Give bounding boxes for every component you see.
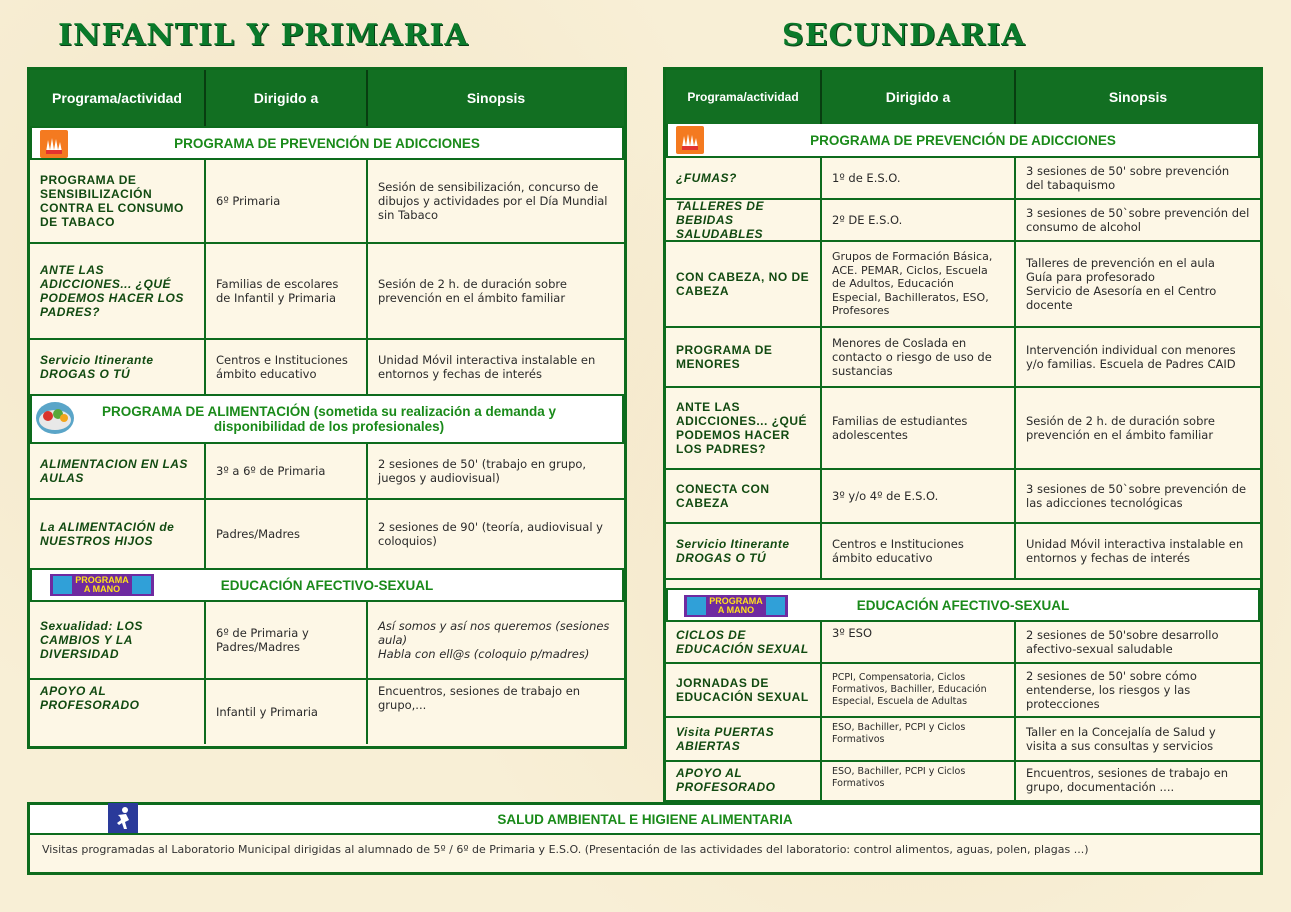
prog-cell: ANTE LAS ADICCIONES... ¿QUÉ PODEMOS HACER LOS PADRES?	[666, 388, 822, 468]
dirigido-cell: 3º ESO	[822, 622, 1016, 662]
hand-icon	[766, 597, 785, 615]
sinopsis-cell: Sesión de sensibilización, concurso de dibujos y actividades por el Día Mundial sin Tabaco	[378, 180, 608, 222]
bottom-description: Visitas programadas al Laboratorio Municipal dirigidas al alumnado de 5º / 6º de Primaria y E.S.O. (Presentación de las actividades del laboratorio: control alimentos, aguas, polen, plagas ...)	[42, 843, 1089, 856]
dirigido-cell: Centros e Instituciones ámbito educativo	[822, 524, 1016, 578]
bottom-section	[30, 805, 1260, 835]
table-row	[666, 388, 1260, 470]
sinopsis-cell: Unidad Móvil interactiva instalable en entornos y fechas de interés	[378, 353, 596, 381]
hand-icon	[132, 576, 151, 594]
left-title: INFANTIL Y PRIMARIA	[58, 18, 469, 53]
prog-cell: PROGRAMA DE SENSIBILIZACIÓN CONTRA EL CONSUMO DE TABACO	[30, 160, 206, 242]
prog-cell: APOYO AL PROFESORADO	[666, 762, 822, 802]
table-row	[666, 158, 1260, 200]
table-row	[30, 340, 624, 396]
prog-cell: PROGRAMA DE MENORES	[666, 328, 822, 386]
table-row	[30, 500, 624, 570]
table-row	[30, 444, 624, 500]
dirigido-cell: Familias de estudiantes adolescentes	[822, 388, 1016, 468]
hands-icon	[676, 126, 704, 154]
header-sinopsis: Sinopsis	[466, 90, 526, 106]
table-row	[30, 160, 624, 244]
sinopsis-cell: 2 sesiones de 90' (teoría, audiovisual y coloquios)	[378, 520, 603, 548]
table-row	[666, 200, 1260, 242]
table-row	[30, 680, 624, 744]
dirigido-cell: Padres/Madres	[206, 500, 368, 568]
dirigido-cell: Grupos de Formación Básica, ACE. PEMAR, Ciclos, Escuela de Adultos, Educación Especial, Bachilleratos, ESO, Profesores	[822, 242, 1016, 326]
section-title: EDUCACIÓN AFECTIVO-SEXUAL	[856, 597, 1070, 613]
table-row	[666, 524, 1260, 580]
section-gap	[666, 580, 1260, 588]
section-title: PROGRAMA DE PREVENCIÓN DE ADICCIONES	[174, 135, 480, 151]
sinopsis-cell: Talleres de prevención en el aula Guía para profesorado Servicio de Asesoría en el Centro docente	[1026, 256, 1217, 312]
hands-icon	[40, 130, 68, 158]
section-title: SALUD AMBIENTAL E HIGIENE ALIMENTARIA	[497, 811, 793, 827]
dirigido-cell: ESO, Bachiller, PCPI y Ciclos Formativos	[822, 762, 1016, 802]
prog-cell: Visita PUERTAS ABIERTAS	[666, 718, 822, 760]
table-row	[666, 622, 1260, 664]
programa-a-mano-logo	[50, 574, 154, 596]
sinopsis-line: Habla con ell@s (coloquio p/madres)	[378, 647, 590, 661]
header-dirigido: Dirigido a	[822, 70, 1016, 124]
prog-cell: CON CABEZA, NO DE CABEZA	[666, 242, 822, 326]
prog-cell: Servicio Itinerante DROGAS O TÚ	[30, 340, 206, 394]
dirigido-cell: PCPI, Compensatoria, Ciclos Formativos, Bachiller, Educación Especial, Escuela de Adultas	[822, 664, 1016, 716]
sinopsis-cell	[368, 602, 624, 678]
right-section-adicciones	[666, 124, 1260, 158]
dirigido-cell: Menores de Coslada en contacto o riesgo de uso de sustancias	[822, 328, 1016, 386]
table-row	[666, 470, 1260, 524]
prog-cell: TALLERES DE BEBIDAS SALUDABLES	[666, 200, 822, 240]
sinopsis-cell: Encuentros, sesiones de trabajo en grupo, documentación ....	[1026, 766, 1229, 794]
prog-cell: CICLOS DE EDUCACIÓN SEXUAL	[666, 622, 822, 662]
right-section-afectivo	[666, 588, 1260, 622]
prog-cell: APOYO AL PROFESORADO	[30, 680, 206, 744]
prog-cell: ANTE LAS ADICCIONES... ¿QUÉ PODEMOS HACER LOS PADRES?	[30, 244, 206, 338]
sinopsis-cell: 3 sesiones de 50' sobre prevención del tabaquismo	[1026, 164, 1230, 192]
hand-icon	[53, 576, 72, 594]
sinopsis-cell: Encuentros, sesiones de trabajo en grupo,...	[378, 684, 581, 712]
programa-a-mano-text: PROGRAMA A MANO	[75, 575, 129, 594]
sinopsis-cell: Sesión de 2 h. de duración sobre prevención en el ámbito familiar	[378, 277, 567, 305]
table-row	[666, 242, 1260, 328]
programa-a-mano-logo	[684, 595, 788, 617]
section-title: PROGRAMA DE ALIMENTACIÓN (sometida su realización a demanda y disponibilidad de los profesionales)	[101, 404, 557, 434]
prog-cell: ALIMENTACION EN LAS AULAS	[30, 444, 206, 498]
table-row	[666, 328, 1260, 388]
table-row	[666, 762, 1260, 802]
dirigido-cell: 6º de Primaria y Padres/Madres	[206, 602, 368, 678]
sinopsis-cell: Sesión de 2 h. de duración sobre prevención en el ámbito familiar	[1026, 414, 1215, 442]
prog-cell: Servicio Itinerante DROGAS O TÚ	[666, 524, 822, 578]
left-table	[27, 67, 627, 749]
dirigido-cell: 2º DE E.S.O.	[822, 200, 1016, 240]
header-sinopsis: Sinopsis	[1108, 89, 1168, 105]
right-table-header	[666, 70, 1260, 124]
sinopsis-cell: 2 sesiones de 50' sobre cómo entenderse, los riesgos y las protecciones	[1026, 669, 1197, 711]
sinopsis-cell: 2 sesiones de 50' (trabajo en grupo, juegos y audiovisual)	[378, 457, 587, 485]
prog-cell: La ALIMENTACIÓN de NUESTROS HIJOS	[30, 500, 206, 568]
table-row	[666, 718, 1260, 762]
header-dirigido: Dirigido a	[206, 70, 368, 126]
dirigido-cell: 3º y/o 4º de E.S.O.	[822, 470, 1016, 522]
prog-cell: Sexualidad: LOS CAMBIOS Y LA DIVERSIDAD	[30, 602, 206, 678]
section-title: EDUCACIÓN AFECTIVO-SEXUAL	[220, 577, 434, 593]
table-row	[666, 664, 1260, 718]
runner-icon	[108, 803, 138, 833]
table-row	[30, 244, 624, 340]
hand-icon	[687, 597, 706, 615]
dirigido-cell: Centros e Instituciones ámbito educativo	[206, 340, 368, 394]
prog-cell: CONECTA CON CABEZA	[666, 470, 822, 522]
sinopsis-cell: 2 sesiones de 50'sobre desarrollo afectivo-sexual saludable	[1026, 628, 1219, 656]
dirigido-cell: ESO, Bachiller, PCPI y Ciclos Formativos	[822, 718, 1016, 760]
left-section-afectivo	[30, 570, 624, 602]
section-title: PROGRAMA DE PREVENCIÓN DE ADICCIONES	[810, 132, 1116, 148]
sinopsis-cell: Unidad Móvil interactiva instalable en entornos y fechas de interés	[1026, 537, 1244, 565]
sinopsis-line: Así somos y así nos queremos (sesiones aula)	[378, 619, 610, 647]
sinopsis-cell: 3 sesiones de 50`sobre prevención de las adicciones tecnológicas	[1026, 482, 1247, 510]
food-bowl-icon	[36, 402, 74, 434]
dirigido-cell: 6º Primaria	[206, 160, 368, 242]
dirigido-cell: Infantil y Primaria	[206, 680, 368, 744]
header-prog: Programa/actividad	[666, 70, 822, 124]
prog-cell: ¿FUMAS?	[666, 158, 822, 198]
dirigido-cell: Familias de escolares de Infantil y Primaria	[206, 244, 368, 338]
header-prog: Programa/actividad	[30, 70, 206, 126]
left-section-adicciones	[30, 126, 624, 160]
sinopsis-cell: Taller en la Concejalía de Salud y visita a sus consultas y servicios	[1026, 725, 1216, 753]
bottom-table	[27, 802, 1263, 875]
dirigido-cell: 1º de E.S.O.	[822, 158, 1016, 198]
sinopsis-cell: Intervención individual con menores y/o familias. Escuela de Padres CAID	[1026, 343, 1236, 371]
prog-cell: JORNADAS DE EDUCACIÓN SEXUAL	[666, 664, 822, 716]
right-title: SECUNDARIA	[782, 18, 1026, 53]
right-table	[663, 67, 1263, 803]
left-table-header	[30, 70, 624, 126]
sinopsis-cell: 3 sesiones de 50`sobre prevención del consumo de alcohol	[1026, 206, 1250, 234]
table-row	[30, 602, 624, 680]
programa-a-mano-text: PROGRAMA A MANO	[709, 596, 763, 615]
dirigido-cell: 3º a 6º de Primaria	[206, 444, 368, 498]
left-section-alimentacion	[30, 396, 624, 444]
